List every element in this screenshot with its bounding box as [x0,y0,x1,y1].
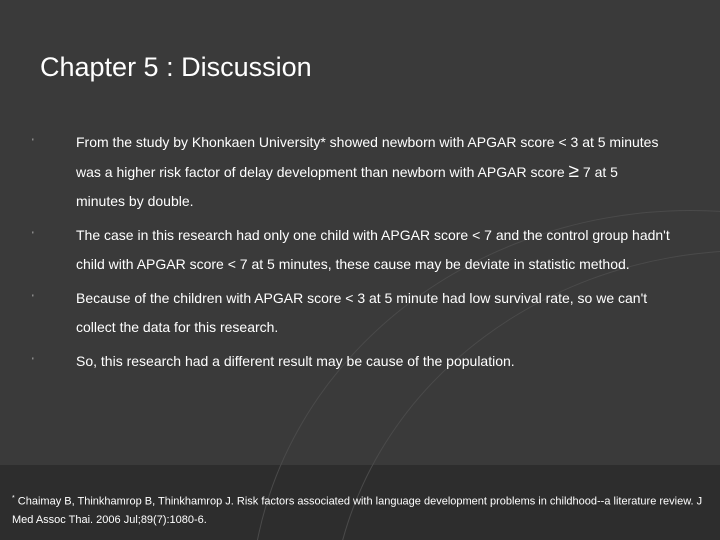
bullet-marker: ' [32,356,34,366]
slide-title: Chapter 5 : Discussion [40,52,312,82]
bullet-item [30,347,670,376]
bullet-marker: ' [32,230,34,240]
bullet-marker: ' [32,137,34,147]
footnote [12,490,712,529]
bullet-text: From the study by Khonkaen University* showed newborn with APGAR score < 3 at 5 minutes was a higher risk factor of delay development than newborn with APGAR score [76,134,659,180]
footnote-marker: * [12,495,15,502]
bullet-item [30,221,670,279]
greater-equal-symbol: ≥ [568,161,580,182]
bullet-item [30,284,670,342]
bullet-text: So, this research had a different result may be cause of the population. [76,353,515,369]
bullet-marker: ' [32,293,34,303]
bullet-text-continued: 7 at 5 minutes by double. [76,164,618,209]
bullet-text: The case in this research had only one child with APGAR score < 7 and the control group hadn't child with APGAR score < 7 at 5 minutes, these cause may be deviate in statistic method. [76,227,670,272]
bullet-text: Because of the children with APGAR score < 3 at 5 minute had low survival rate, so we can't collect the data for this research. [76,290,648,335]
bullet-item [30,128,670,216]
footnote-text: Chaimay B, Thinkhamrop B, Thinkhamrop J. Risk factors associated with language development problems in childhood--a literature review. J Med Assoc Thai. 2006 Jul;89(7):1080-6. [12,495,703,526]
bullet-list [30,128,670,381]
